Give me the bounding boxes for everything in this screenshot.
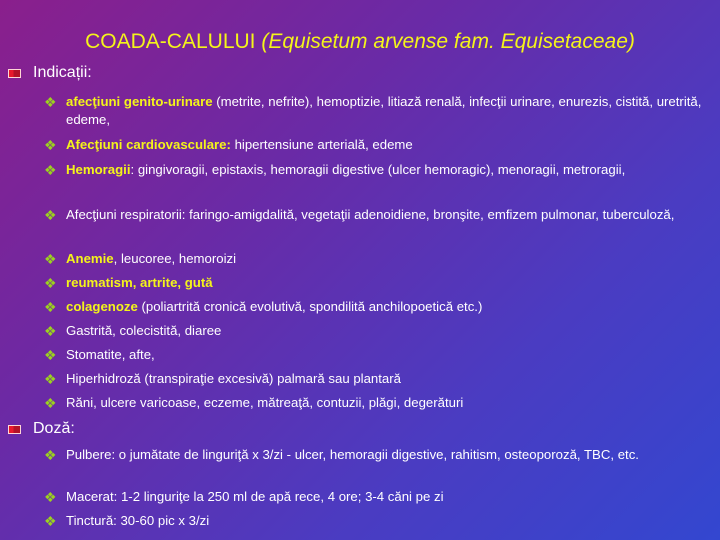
- dose-text: Pulbere: o jumătate de linguriţă x 3/zi - ulcer, hemoragii digestive, rahitism, osteoporoză, TBC, etc.: [66, 447, 639, 462]
- item-text: : gingivoragii, epistaxis, hemoragii digestive (ulcer hemoragic), menoragii, metroragii,: [130, 162, 626, 177]
- flag-bullet-icon: [8, 425, 21, 434]
- item-text: hipertensiune arterială, edeme: [234, 137, 413, 152]
- list-item: [44, 274, 710, 292]
- diamond-bullet-icon: ❖: [44, 323, 57, 339]
- item-text: Hiperhidroză (transpiraţie excesivă) palmară sau plantară: [66, 371, 401, 386]
- item-bold: colagenoze: [66, 299, 138, 314]
- diamond-bullet-icon: ❖: [44, 94, 57, 110]
- diamond-bullet-icon: ❖: [44, 513, 57, 529]
- item-bold: reumatism, artrite, gută: [66, 275, 213, 290]
- flag-bullet-icon: [8, 69, 21, 78]
- list-item: [44, 298, 710, 316]
- section-dose: [8, 420, 75, 438]
- dose-text: Tinctură: 30-60 pic x 3/zi: [66, 513, 210, 528]
- diamond-bullet-icon: ❖: [44, 489, 57, 505]
- diamond-bullet-icon: ❖: [44, 275, 57, 291]
- title-latin: (Equisetum arvense fam. Equisetaceae): [261, 30, 635, 53]
- list-item: [44, 136, 710, 154]
- list-item: [44, 394, 710, 412]
- list-item: [44, 206, 710, 224]
- dose-item: [44, 488, 710, 506]
- diamond-bullet-icon: ❖: [44, 162, 57, 178]
- item-bold: Anemie: [66, 251, 114, 266]
- slide-title: [0, 30, 720, 54]
- dose-item: [44, 512, 710, 530]
- dose-text: Macerat: 1-2 linguriţe la 250 ml de apă rece, 4 ore; 3-4 căni pe zi: [66, 489, 444, 504]
- item-bold: Afecţiuni cardiovasculare:: [66, 137, 235, 152]
- item-text: (metrite, nefrite), hemoptizie, litiază renală, infecţii urinare, enurezis, cistită, uretrită, edeme,: [66, 94, 702, 127]
- item-bold: Hemoragii: [66, 162, 131, 177]
- section-label: Indicații:: [33, 64, 92, 81]
- item-text: Răni, ulcere varicoase, eczeme, mătreaţă, contuzii, plăgi, degerături: [66, 395, 464, 410]
- diamond-bullet-icon: ❖: [44, 299, 57, 315]
- item-text: (poliartrită cronică evolutivă, spondilită anchilopoetică etc.): [137, 299, 483, 314]
- item-text: Afecţiuni respiratorii: faringo-amigdalită, vegetaţii adenoidiene, bronşite, emfizem pulmonar, tuberculoză,: [66, 207, 675, 222]
- list-item: [44, 346, 710, 364]
- item-bold: afecţiuni genito-urinare: [66, 94, 213, 109]
- list-item: [44, 322, 710, 340]
- title-main: COADA-CALULUI: [85, 30, 256, 53]
- item-text: Stomatite, afte,: [66, 347, 155, 362]
- diamond-bullet-icon: ❖: [44, 251, 57, 267]
- diamond-bullet-icon: ❖: [44, 137, 57, 153]
- list-item: [44, 93, 710, 129]
- dose-item: [44, 446, 710, 464]
- diamond-bullet-icon: ❖: [44, 395, 57, 411]
- item-text: Gastrită, colecistită, diaree: [66, 323, 222, 338]
- list-item: [44, 161, 710, 179]
- diamond-bullet-icon: ❖: [44, 447, 57, 463]
- diamond-bullet-icon: ❖: [44, 371, 57, 387]
- diamond-bullet-icon: ❖: [44, 347, 57, 363]
- section-label: Doză:: [33, 420, 75, 437]
- section-indications: [8, 64, 92, 82]
- list-item: [44, 370, 710, 388]
- item-text: , leucoree, hemoroizi: [113, 251, 237, 266]
- list-item: [44, 250, 710, 268]
- diamond-bullet-icon: ❖: [44, 207, 57, 223]
